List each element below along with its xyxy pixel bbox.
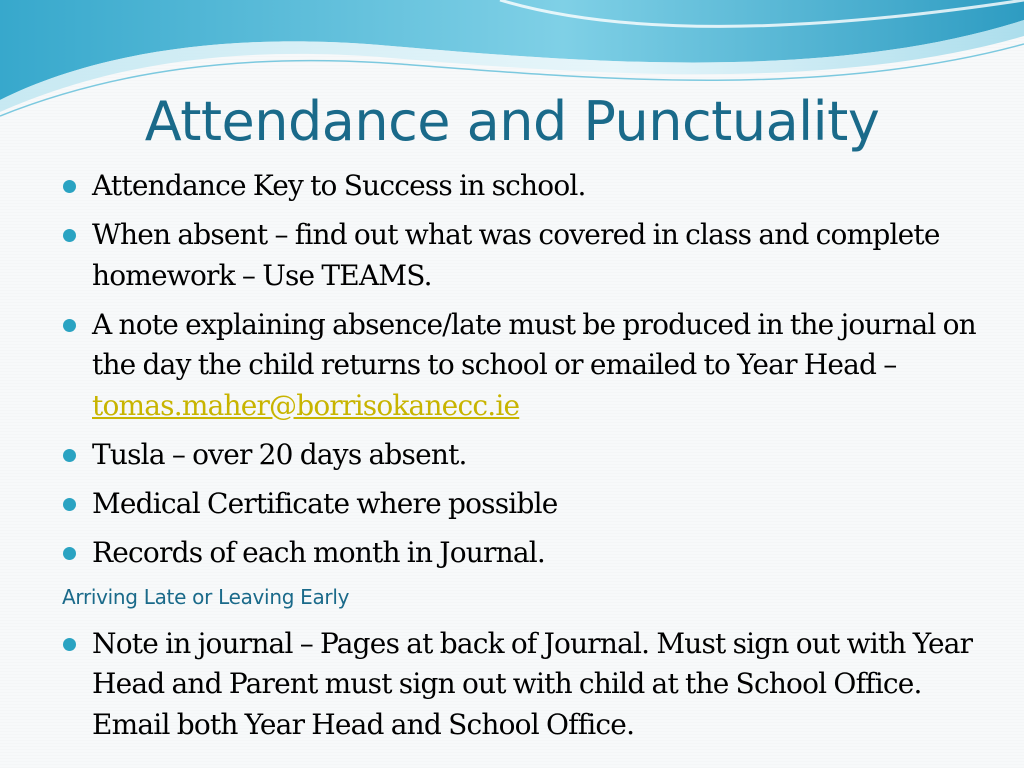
- bullet-text: Attendance Key to Success in school.: [92, 169, 586, 202]
- bullet-item: [62, 305, 992, 427]
- bullet-text: Medical Certificate where possible: [92, 486, 558, 520]
- year-head-email-link[interactable]: tomas.maher@borrisokanecc.ie: [92, 388, 520, 422]
- bullet-text: Tusla – over 20 days absent.: [92, 437, 467, 471]
- slide-content: [62, 166, 992, 754]
- bullet-item: [62, 166, 992, 207]
- bullet-item: [62, 435, 992, 476]
- bullet-text: Note in journal – Pages at back of Journal. Must sign out with Year Head and Parent must sign out with child at the School Office. Email both Year Head and School Office.: [92, 626, 973, 741]
- bullet-text: A note explaining absence/late must be produced in the journal on the day the child returns to school or emailed to Year Head –: [92, 307, 976, 381]
- subheading-late-early: Arriving Late or Leaving Early: [62, 584, 350, 609]
- bullet-item: [62, 215, 992, 296]
- slide-title: Attendance and Punctuality: [144, 90, 880, 153]
- bullet-text: When absent – find out what was covered in class and complete homework – Use TEAMS.: [92, 218, 940, 292]
- bullet-text: Records of each month in Journal.: [92, 535, 545, 569]
- bullet-item: [62, 484, 992, 525]
- bullet-item: [62, 624, 992, 746]
- bullet-item: [62, 533, 992, 574]
